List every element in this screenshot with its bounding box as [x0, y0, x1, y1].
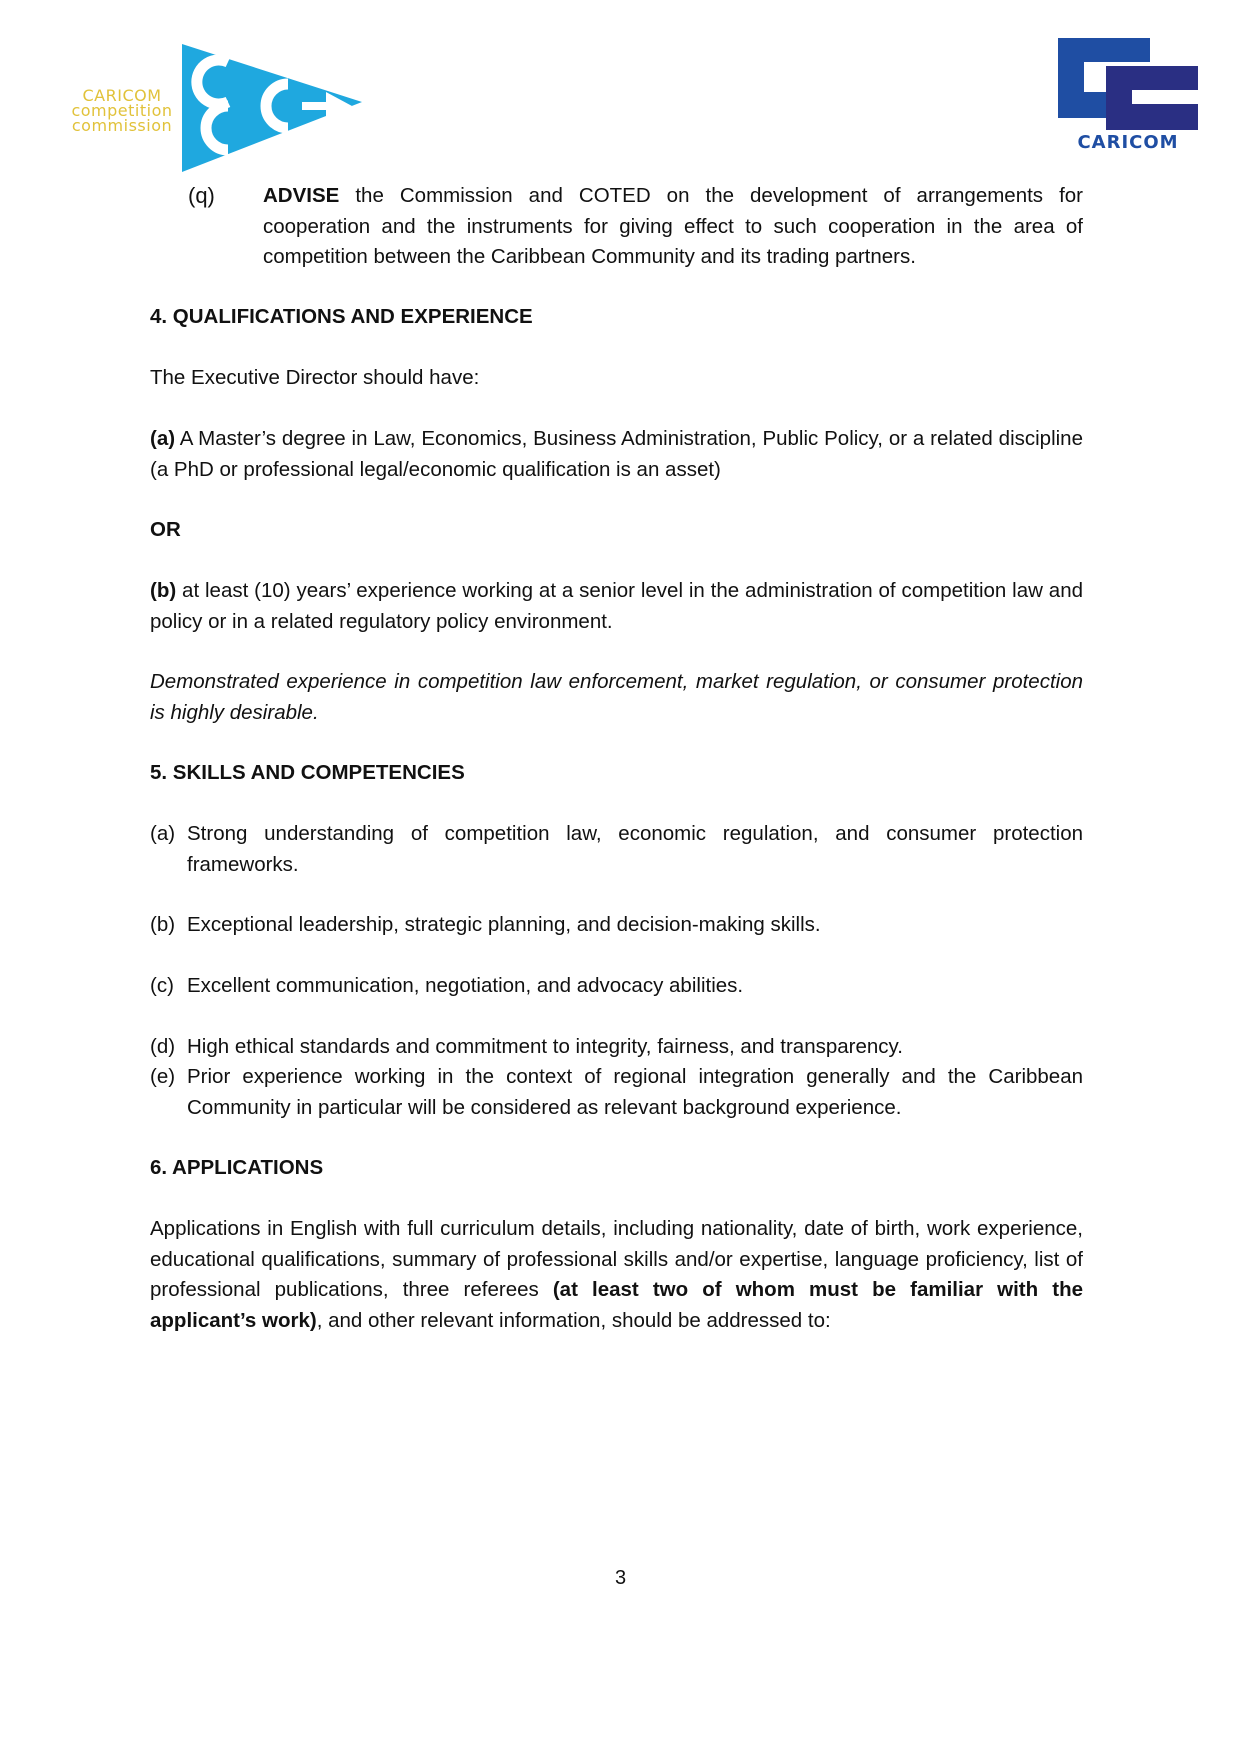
applications-text-before: Applications in English with full curriculum details, including nationality, date of birth, work experience, educational qualifications, summary of professional skills and/or expertise, language proficiency, list of professional publications, three referees [150, 1217, 1083, 1301]
section-5-heading: 5. SKILLS AND COMPETENCIES [150, 761, 465, 784]
item-q-label: (q) [188, 183, 215, 208]
caricom-wordmark: CARICOM [1077, 132, 1179, 153]
list-item-label: (a) [150, 822, 176, 845]
list-item [150, 1032, 1083, 1063]
ccc-arrow-logo-icon [176, 40, 362, 180]
list-item-label: (c) [150, 974, 174, 997]
list-item-text: Prior experience working in the context of regional integration generally and the Caribbean Community in particular will be considered as relevant background experience. [187, 1065, 1083, 1119]
list-item [150, 819, 1083, 880]
list-item-label: (e) [150, 1065, 176, 1088]
desirable-experience-note: Demonstrated experience in competition law enforcement, market regulation, or consumer protection is highly desirable. [150, 670, 1083, 724]
item-q-text [263, 181, 1083, 273]
logo-left-wordmark [52, 88, 192, 133]
option-a-label: (a) [150, 427, 176, 450]
option-a-text: A Master’s degree in Law, Economics, Business Administration, Public Policy, or a related discipline (a PhD or professional legal/economic qualification is an asset) [150, 427, 1083, 481]
list-item-label: (b) [150, 913, 176, 936]
item-q-body: the Commission and COTED on the development of arrangements for cooperation and the instruments for giving effect to such cooperation in the area of competition between the Caribbean Community and its trading partners. [263, 184, 1083, 268]
list-item [150, 910, 1083, 941]
section-4-intro: The Executive Director should have: [150, 366, 480, 389]
list-item-text: Excellent communication, negotiation, and advocacy abilities. [187, 974, 744, 997]
qualification-option-a [150, 424, 1083, 485]
section-6-heading: 6. APPLICATIONS [150, 1156, 324, 1179]
applications-text-after: , and other relevant information, should be addressed to: [316, 1308, 831, 1332]
caricom-cc-icon [1058, 38, 1198, 130]
logo-left-line-2: competition [71, 101, 173, 120]
logo-left-line-3: commission [71, 116, 173, 135]
option-b-text: at least (10) years’ experience working at a senior level in the administration of competition law and policy or in a related regulatory policy environment. [150, 579, 1083, 633]
list-item-text: Exceptional leadership, strategic planning, and decision-making skills. [187, 913, 821, 936]
applications-paragraph [150, 1214, 1083, 1336]
list-item-text: Strong understanding of competition law, economic regulation, and consumer protection frameworks. [187, 822, 1083, 876]
page-number: 3 [614, 1567, 627, 1589]
applications-referee-note: (at least two of whom must be familiar with the applicant’s work) [150, 1278, 1084, 1332]
list-item [150, 1062, 1083, 1123]
list-item [150, 971, 1083, 1002]
list-item-text: High ethical standards and commitment to integrity, fairness, and transparency. [187, 1035, 903, 1058]
caricom-competition-commission-logo [52, 40, 362, 180]
caricom-logo [1052, 38, 1204, 158]
item-q-verb: ADVISE [263, 184, 340, 207]
or-separator: OR [150, 518, 181, 541]
logo-left-line-1: CARICOM [82, 86, 162, 105]
option-b-label: (b) [150, 579, 177, 602]
qualification-option-b [150, 576, 1083, 637]
section-4-heading: 4. QUALIFICATIONS AND EXPERIENCE [150, 305, 533, 328]
list-item-label: (d) [150, 1035, 176, 1058]
